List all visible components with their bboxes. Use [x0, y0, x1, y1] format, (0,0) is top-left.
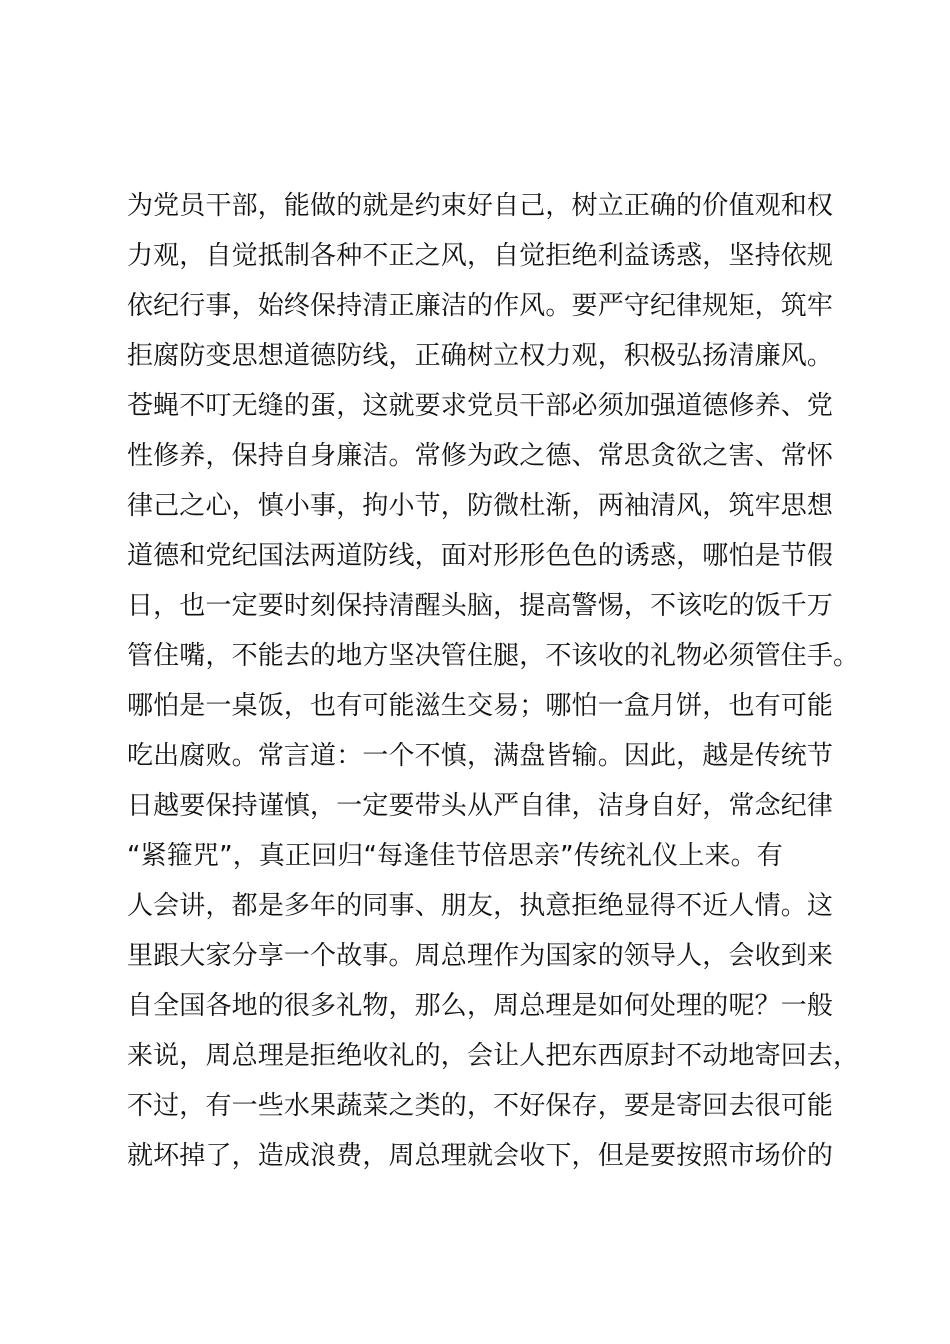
- text-line: 依纪行事，始终保持清正廉洁的作风。要严守纪律规矩，筑牢: [127, 291, 834, 321]
- text-line: 就坏掉了，造成浪费，周总理就会收下，但是要按照市场价的: [127, 1141, 834, 1171]
- text-line: 日越要保持谨慎，一定要带头从严自律，洁身自好，常念纪律: [127, 791, 834, 821]
- text-line: 日，也一定要时刻保持清醒头脑，提高警惕，不该吃的饭千万: [127, 591, 834, 621]
- text-line: 道德和党纪国法两道防线，面对形形色色的诱惑，哪怕是节假: [127, 541, 834, 571]
- text-line: “紧箍咒”，真正回归“每逢佳节倍思亲”传统礼仪上来。有: [127, 841, 783, 871]
- text-line: 管住嘴，不能去的地方坚决管住腿，不该收的礼物必须管住手。: [127, 641, 860, 671]
- body-text: [127, 181, 860, 1181]
- text-line: 哪怕是一桌饭，也有可能滋生交易；哪怕一盒月饼，也有可能: [127, 691, 834, 721]
- text-line: 律己之心，慎小事，拘小节，防微杜渐，两袖清风，筑牢思想: [127, 491, 834, 521]
- text-line: 拒腐防变思想道德防线，正确树立权力观，积极弘扬清廉风。: [127, 341, 834, 371]
- text-line: 自全国各地的很多礼物，那么，周总理是如何处理的呢？一般: [127, 991, 834, 1021]
- text-line: 来说，周总理是拒绝收礼的，会让人把东西原封不动地寄回去，: [127, 1041, 860, 1071]
- text-line: 吃出腐败。常言道：一个不慎，满盘皆输。因此，越是传统节: [127, 741, 834, 771]
- text-line: 为党员干部，能做的就是约束好自己，树立正确的价值观和权: [127, 191, 834, 221]
- text-line: 性修养，保持自身廉洁。常修为政之德、常思贪欲之害、常怀: [127, 441, 834, 471]
- text-line: 人会讲，都是多年的同事、朋友，执意拒绝显得不近人情。这: [127, 891, 834, 921]
- text-line: 力观，自觉抵制各种不正之风，自觉拒绝利益诱惑，坚持依规: [127, 241, 834, 271]
- text-line: 里跟大家分享一个故事。周总理作为国家的领导人，会收到来: [127, 941, 834, 971]
- text-line: 苍蝇不叮无缝的蛋，这就要求党员干部必须加强道德修养、党: [127, 391, 834, 421]
- text-line: 不过，有一些水果蔬菜之类的，不好保存，要是寄回去很可能: [127, 1091, 834, 1121]
